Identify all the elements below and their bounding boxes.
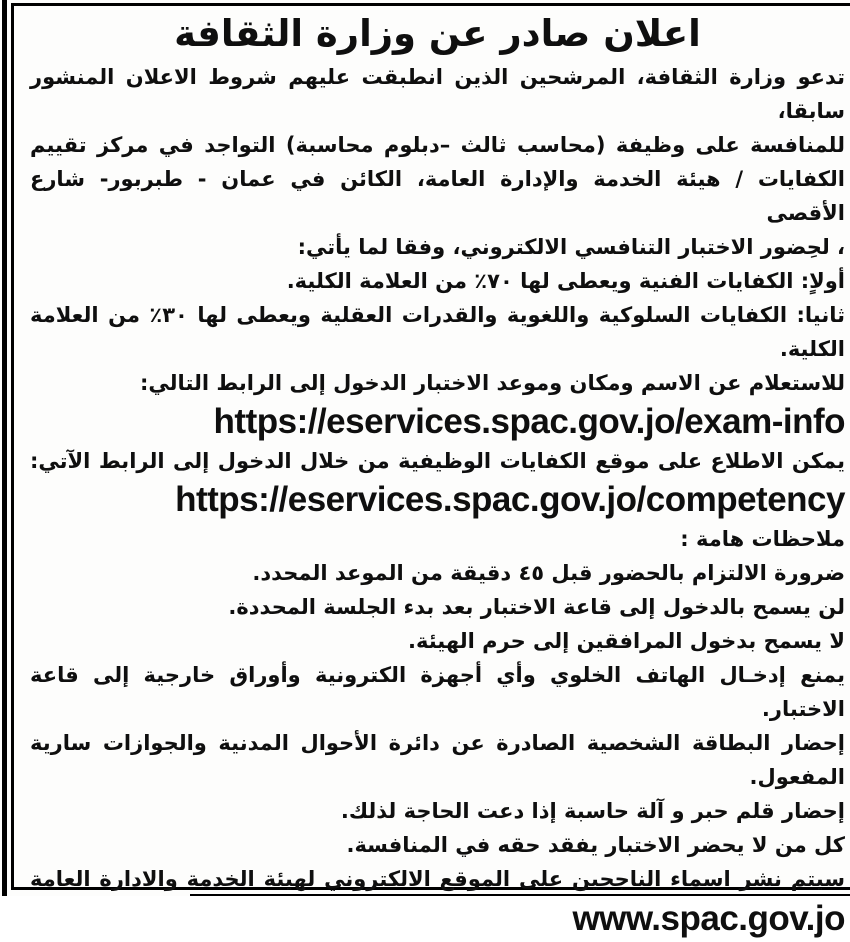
exam-info-url: https://eservices.spac.gov.jo/exam-info [213, 402, 845, 441]
note-no-devices-line-1: يمنع إدخـال الهاتف الخلوي وأي أجهزة الكترونية وأوراق خارجية إلى قاعة [30, 663, 845, 687]
competency-url: https://eservices.spac.gov.jo/competency [175, 480, 845, 519]
inquiry-heading: للاستعلام عن الاسم ومكان وموعد الاختبار الدخول إلى الرابط التالي: [140, 371, 845, 395]
announcement-body [30, 60, 845, 942]
note-pen-calculator: إحضار قلم حبر و آلة حاسبة إذا دعت الحاجة لذلك. [340, 799, 845, 823]
notes-list [30, 556, 845, 896]
competency-heading: يمكن الاطلاع على موقع الكفايات الوظيفية من خلال الدخول إلى الرابط الآتي: [30, 449, 845, 473]
announcement-title: اعلان صادر عن وزارة الثقافة [174, 12, 701, 55]
note-no-devices-line-2: الاختبار. [761, 697, 845, 721]
note-no-companions: لا يسمح بدخول المرافقين إلى حرم الهيئة. [408, 629, 845, 653]
clause-second-line-1: ثانيا: الكفايات السلوكية واللغوية والقدرات العقلية ويعطى لها ٣٠٪ من العلامة [30, 303, 845, 327]
note-id-card-line-2: المفعول. [749, 765, 845, 789]
clause-first: أولاٍ: الكفايات الفنية ويعطى لها ٧٠٪ من العلامة الكلية. [286, 269, 845, 293]
left-column-rule [2, 0, 7, 896]
intro-line-2: للمنافسة على وظيفة (محاسب ثالث –دبلوم محاسبة) التواجد في مركز تقييم [30, 133, 845, 157]
intro-line-1: تدعو وزارة الثقافة، المرشحين الذين انطبقت عليهم شروط الاعلان المنشور سابقا، [30, 65, 845, 123]
note-absence-forfeit: كل من لا يحضر الاختبار يفقد حقه في المنافسة. [346, 833, 845, 857]
notes-heading: ملاحظات هامة : [680, 527, 845, 551]
bottom-partial-rule [190, 894, 850, 896]
website-url: www.spac.gov.jo [572, 899, 845, 938]
note-arrival-time: ضرورة الالتزام بالحضور قبل ٤٥ دقيقة من الموعد المحدد. [252, 561, 845, 585]
note-results-publication: سيتم نشر اسماء الناجحين على الموقع الالكتروني لهيئة الخدمة والادارة العامة [30, 867, 845, 891]
announcement-frame [11, 3, 850, 938]
note-id-card-line-1: إحضار البطاقة الشخصية الصادرة عن دائرة الأحوال المدنية والجوازات سارية [30, 731, 845, 755]
intro-line-4: ، لحِضور الاختبار التنافسي الالكتروني، وفقا لما يأتي: [297, 235, 845, 259]
intro-paragraph [30, 60, 845, 264]
intro-line-3: الكفايات / هيئة الخدمة والإدارة العامة، الكائن في عمان - طبربور- شارع الأقصى [30, 167, 845, 225]
note-no-late-entry: لن يسمح بالدخول إلى قاعة الاختبار بعد بدء الجلسة المحددة. [228, 595, 845, 619]
clause-second-line-2: الكلية. [779, 337, 845, 361]
clause-second [30, 298, 845, 366]
